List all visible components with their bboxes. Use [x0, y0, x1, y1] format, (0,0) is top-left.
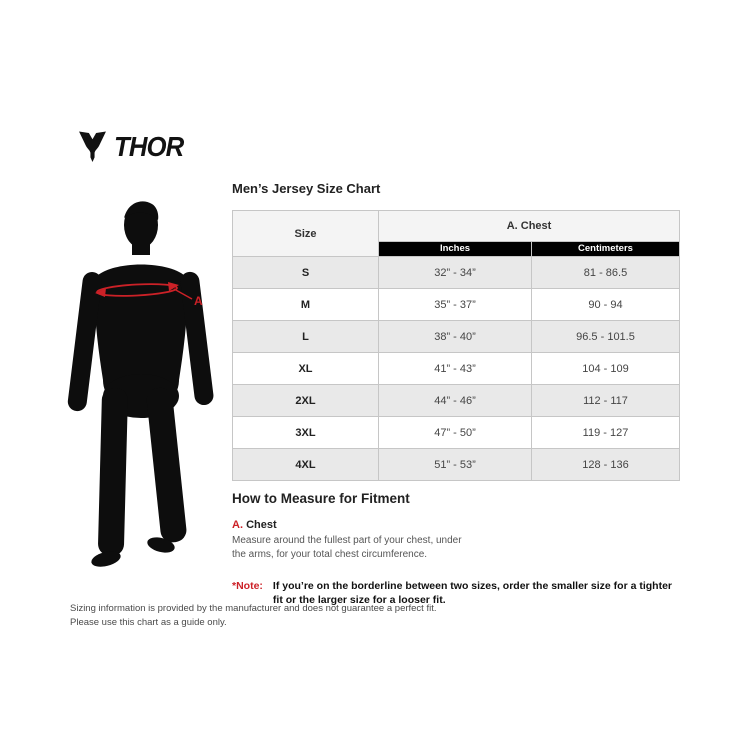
body-silhouette-diagram [62, 198, 242, 576]
cm-cell: 104 - 109 [532, 353, 680, 385]
size-table [232, 210, 680, 481]
cm-cell: 128 - 136 [532, 449, 680, 481]
table-row [233, 289, 680, 321]
table-row [233, 417, 680, 449]
size-cell: S [233, 257, 379, 289]
inches-cell: 47” - 50” [379, 417, 532, 449]
disclaimer [70, 602, 437, 631]
inches-cell: 35” - 37” [379, 289, 532, 321]
table-header-row [233, 211, 680, 242]
inches-cell: 41” - 43” [379, 353, 532, 385]
measure-item-letter: A. [232, 519, 243, 531]
cm-cell: 119 - 127 [532, 417, 680, 449]
inches-cell: 44” - 46” [379, 385, 532, 417]
measure-item-chest [232, 519, 532, 531]
cm-cell: 81 - 86.5 [532, 257, 680, 289]
col-header-inches: Inches [379, 241, 532, 256]
size-cell: XL [233, 353, 379, 385]
disclaimer-line-2: Please use this chart as a guide only. [70, 617, 227, 629]
thor-horns-icon [78, 131, 107, 163]
size-cell: 4XL [233, 449, 379, 481]
table-row [233, 449, 680, 481]
disclaimer-line-1: Sizing information is provided by the manufacturer and does not guarantee a perfect fit. [70, 603, 437, 614]
note-text: If you’re on the borderline between two sizes, order the smaller size for a tighter fit or the larger size for a looser fit. [272, 580, 673, 606]
size-cell: M [233, 289, 379, 321]
measure-heading: How to Measure for Fitment [232, 491, 410, 506]
col-header-centimeters: Centimeters [532, 241, 680, 256]
col-header-chest: A. Chest [379, 211, 680, 242]
measure-section [232, 491, 532, 562]
size-cell: 2XL [233, 385, 379, 417]
chest-measure-label: A [194, 294, 203, 308]
brand-name: THOR [114, 131, 184, 162]
cm-cell: 90 - 94 [532, 289, 680, 321]
inches-cell: 51” - 53” [379, 449, 532, 481]
chart-title: Men’s Jersey Size Chart [232, 181, 381, 196]
size-cell: 3XL [233, 417, 379, 449]
inches-cell: 32” - 34” [379, 257, 532, 289]
table-row [233, 257, 680, 289]
note-label: *Note: [232, 580, 263, 592]
body-silhouette [67, 201, 215, 569]
cm-cell: 112 - 117 [532, 385, 680, 417]
measure-description: Measure around the fullest part of your chest, under the arms, for your total chest circumference. [232, 535, 462, 561]
measure-item-name: Chest [246, 519, 277, 531]
table-row [233, 353, 680, 385]
inches-cell: 38” - 40” [379, 321, 532, 353]
col-header-size: Size [233, 211, 379, 257]
cm-cell: 96.5 - 101.5 [532, 321, 680, 353]
brand-logo [78, 131, 189, 163]
table-row [233, 385, 680, 417]
size-cell: L [233, 321, 379, 353]
table-row [233, 321, 680, 353]
